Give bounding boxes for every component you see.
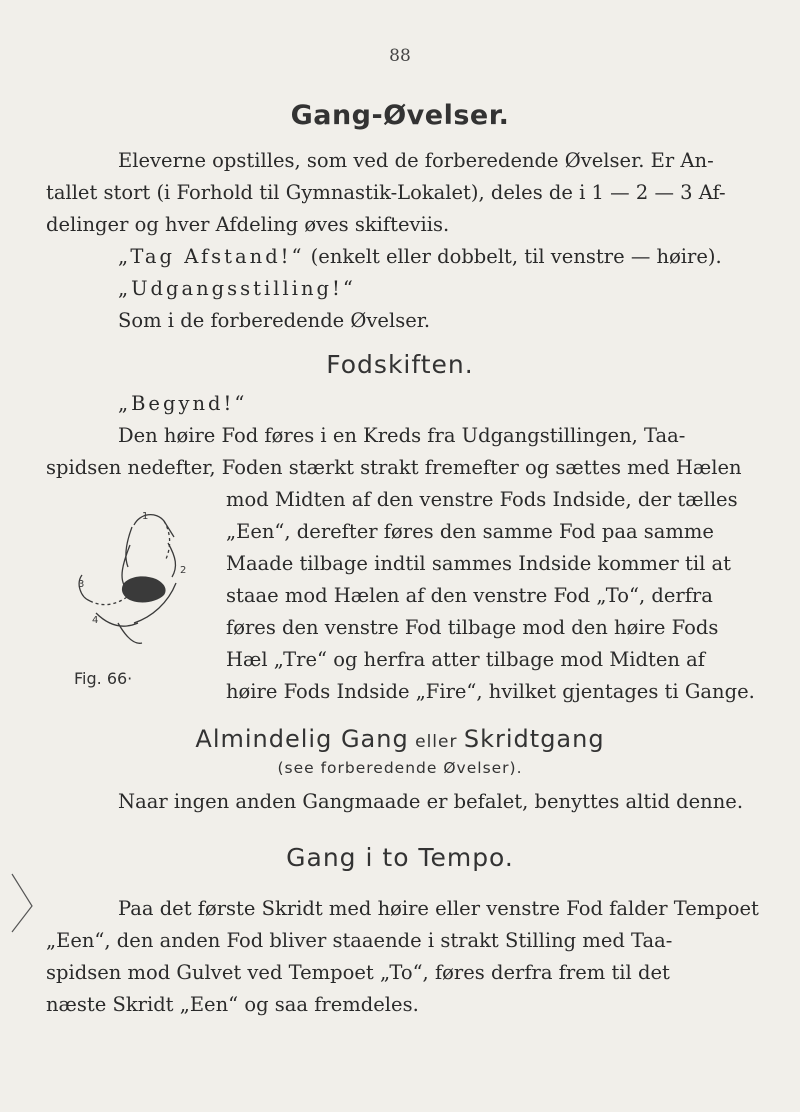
fodskiften-line-7: føres den venstre Fod tilbage mod den høire Fods — [226, 616, 719, 639]
command-begynd: „Begynd!“ — [118, 392, 248, 415]
footstep-figure — [72, 505, 212, 655]
heading-eller: eller — [408, 732, 464, 752]
fodskiften-line-8: Hæl „Tre“ og herfra atter tilbage mod Midten af — [226, 648, 705, 671]
almindelig-text: Naar ingen anden Gangmaade er befalet, benyttes altid denne. — [118, 790, 744, 813]
fodskiften-line-4: „Een“, derefter føres den samme Fod paa samme — [226, 520, 714, 543]
svg-text:4: 4 — [92, 615, 99, 626]
intro-last-line: Som i de forberedende Øvelser. — [118, 309, 431, 332]
footprint-outline-top — [134, 515, 174, 537]
section-heading-tempo: Gang i to Tempo. — [286, 843, 514, 872]
foot-shape-center — [122, 576, 166, 602]
svg-text:1: 1 — [142, 511, 149, 522]
intro-line-1: Eleverne opstilles, som ved de forberedende Øvelser. Er An- — [118, 149, 714, 172]
tempo-line-2: „Een“, den anden Fod bliver staaende i strakt Stilling med Taa- — [46, 929, 673, 952]
intro-command-line — [118, 241, 722, 273]
tempo-line-4: næste Skridt „Een“ og saa fremdeles. — [46, 993, 419, 1016]
page-number: 88 — [389, 46, 411, 66]
command-tag-afstand-detail: (enkelt eller dobbelt, til venstre — høire). — [304, 245, 722, 268]
command-tag-afstand: „Tag Afstand!“ — [118, 245, 305, 268]
intro-line-2: tallet stort (i Forhold til Gymnastik-Lokalet), deles de i 1 — 2 — 3 Af- — [46, 181, 726, 204]
tempo-line-1: Paa det første Skridt med høire eller venstre Fod falder Tempoet — [118, 897, 759, 920]
tempo-line-3: spidsen mod Gulvet ved Tempoet „To“, føres derfra frem til det — [46, 961, 670, 984]
section-heading-almindelig-gang — [0, 725, 800, 753]
section-heading-fodskiften: Fodskiften. — [326, 350, 474, 379]
fodskiften-line-5: Maade tilbage indtil sammes Indside kommer til at — [226, 552, 732, 575]
fodskiften-line-6: staae mod Hælen af den venstre Fod „To“, derfra — [226, 584, 713, 607]
svg-text:3: 3 — [78, 579, 85, 590]
fodskiften-line-3: mod Midten af den venstre Fods Indside, der tælles — [226, 488, 738, 511]
margin-pencil-mark — [8, 872, 36, 934]
fodskiften-line-9: høire Fods Indside „Fire“, hvilket gjentages ti Gange. — [226, 680, 755, 703]
heading-almindelig-gang: Almindelig Gang — [195, 725, 409, 753]
intro-line-3: delinger og hver Afdeling øves skifteviis. — [46, 213, 450, 236]
command-udgangsstilling: „Udgangsstilling!“ — [118, 277, 356, 300]
section-subheading: (see forberedende Øvelser). — [277, 759, 523, 777]
figure-caption: Fig. 66· — [74, 669, 133, 688]
heading-skridtgang: Skridtgang — [463, 725, 605, 753]
page-title: Gang-Øvelser. — [290, 100, 510, 131]
fodskiften-line-1: Den høire Fod føres i en Kreds fra Udgangstillingen, Taa- — [118, 424, 686, 447]
fodskiften-line-2: spidsen nedefter, Foden stærkt strakt fremefter og sættes med Hælen — [46, 456, 742, 479]
svg-text:2: 2 — [180, 565, 187, 576]
